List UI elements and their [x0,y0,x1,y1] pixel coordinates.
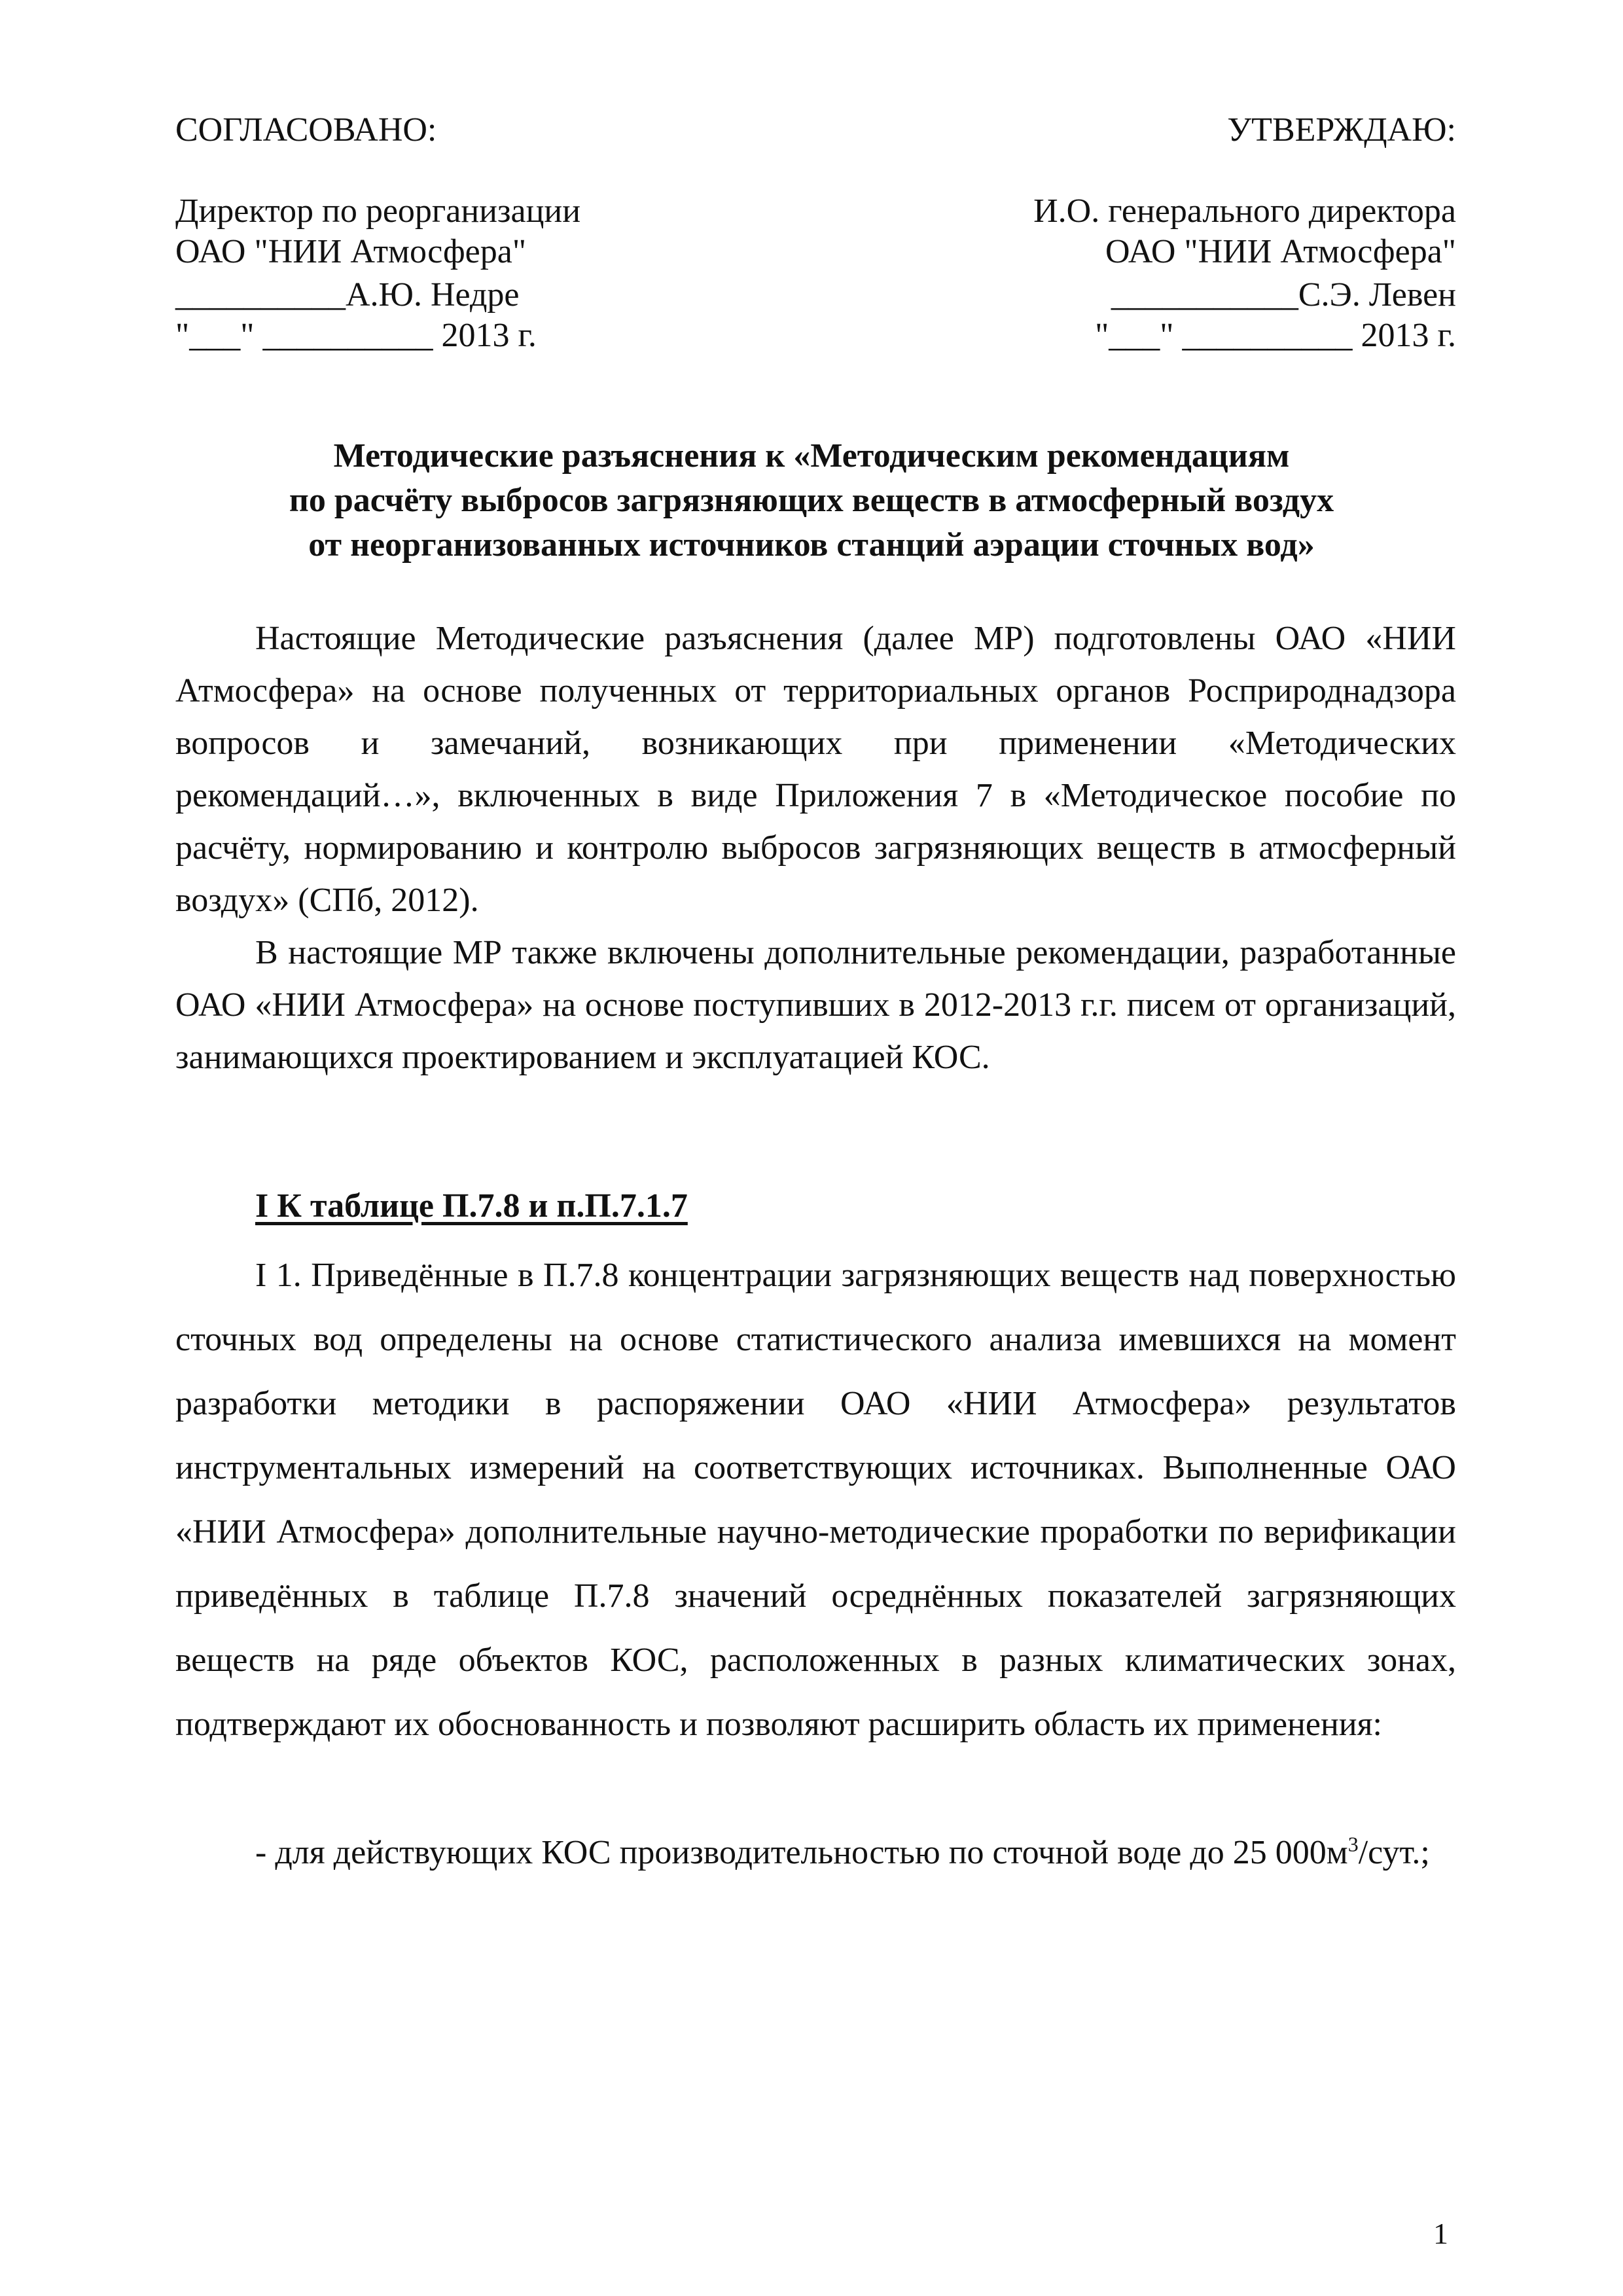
document-title-line-2: по расчёту выбросов загрязняющих веществ в атмосферный воздух [289,482,1334,519]
approval-org: ОАО "НИИ Атмосфера" [175,233,527,270]
document-title-line-3: от неорганизованных источников станций аэрации сточных вод» [308,526,1315,564]
list-item-capacity [175,1821,1456,1885]
section-paragraph-1: I 1. Приведённые в П.7.8 концентрации загрязняющих веществ над поверхностью сточных вод определены на основе статистического анализа имевшихся на момент разработки методики в распоряжении ОАО «НИИ Атмосфера» результатов инструментальных измерений на соответствующих источниках. Выполненные ОАО «НИИ Атмосфера» дополнительные научно-методические проработки по верификации приведённых в таблице П.7.8 значений осреднённых показателей загрязняющих веществ на ряде объектов КОС, расположенных в разных климатических зонах, подтверждают их обоснованность и позволяют расширить область их применения: [175,1257,1456,1743]
approval-position: Директор по реорганизации [175,192,581,230]
list-item-text: - для действующих КОС производительностью по сточной воде до 25 000м [255,1834,1348,1871]
approval-signature-line: __________А.Ю. Недре [175,276,520,314]
list-item-unit: /сут.; [1358,1834,1430,1871]
confirm-position: И.О. генерального директора [1033,192,1456,230]
approval-date-line: "___" __________ 2013 г. [175,317,537,354]
section-heading: I К таблице П.7.8 и п.П.7.1.7 [255,1187,688,1225]
page-number: 1 [1433,2217,1448,2250]
confirm-signature-line: ___________С.Э. Левен [1111,276,1456,314]
approval-label: СОГЛАСОВАНО: [175,111,437,149]
confirm-label: УТВЕРЖДАЮ: [1227,111,1456,149]
intro-paragraph-1: Настоящие Методические разъяснения (далее МР) подготовлены ОАО «НИИ Атмосфера» на основе полученных от территориальных органов Росприроднадзора вопросов и замечаний, возникающих при применении «Методических рекомендаций…», включенных в виде Приложения 7 в «Методическое пособие по расчёту, нормированию и контролю выбросов загрязняющих веществ в атмосферный воздух» (СПб, 2012). [175,620,1456,919]
intro-paragraph-2: В настоящие МР также включены дополнительные рекомендации, разработанные ОАО «НИИ Атмосфера» на основе поступивших в 2012-2013 г.г. писем от организаций, занимающихся проектированием и эксплуатацией КОС. [175,934,1456,1076]
cubic-superscript: 3 [1347,1832,1359,1856]
confirm-org: ОАО "НИИ Атмосфера" [1105,233,1456,270]
document-title-line-1: Методические разъяснения к «Методическим рекомендациям [333,437,1290,475]
confirm-date-line: "___" __________ 2013 г. [1095,317,1456,354]
